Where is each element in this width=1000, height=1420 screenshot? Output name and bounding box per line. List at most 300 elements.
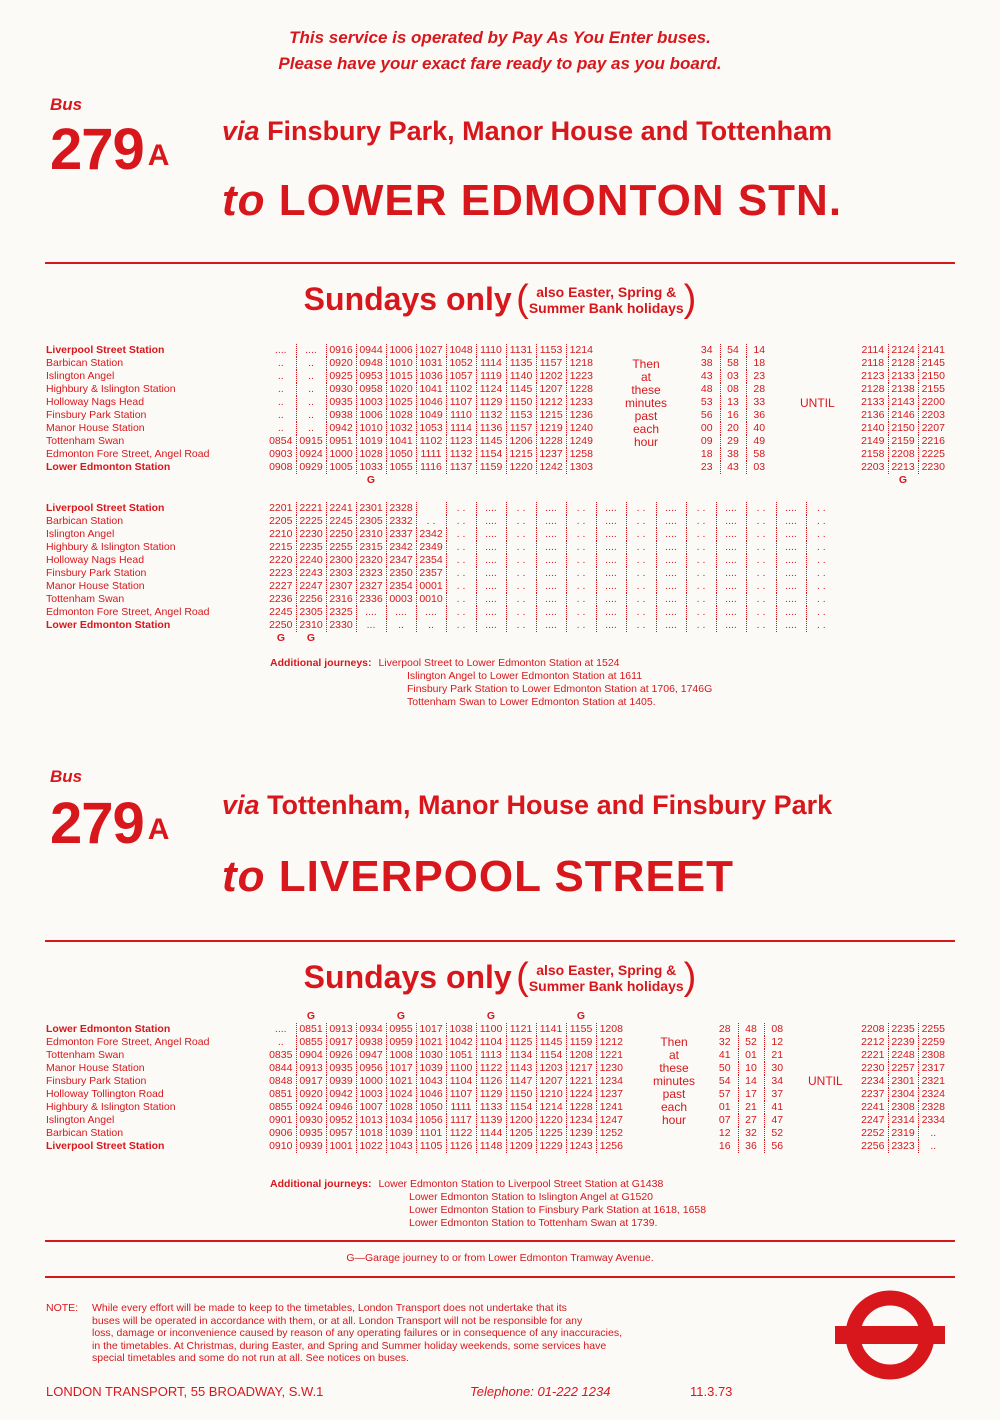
route-destination-2: to LIVERPOOL STREET [222,852,735,901]
table-row [46,554,836,567]
until-text: UNTIL [800,396,835,410]
time-cell: 1153 [536,344,566,357]
additional-journeys-1: Additional journeys: Liverpool Street to Lower Edmonton Station at 1524 Islington Angel to Lower Edmonton Station at 1611 Finsbury Park Station to Lower Edmonton Station at 1706, 1746G Tottenham Swan to Lower Edmonton Station at 1405. [270,657,713,708]
time-cell: 17 [738,1088,764,1101]
time-cell: 2145 [921,357,945,369]
time-cell: 1220 [506,461,536,474]
time-cell: 1105 [416,1140,446,1153]
time-cell: 1017 [416,1023,446,1036]
time-cell: 1217 [566,1062,596,1075]
time-cell: . . [446,593,476,606]
time-cell: . . [746,619,776,632]
time-cell: 2256 [296,593,326,606]
time-cell: .... [656,528,686,541]
time-cell: 1007 [356,1101,386,1114]
time-cell: 0925 [326,370,356,383]
time-cell: 21 [771,1049,784,1061]
table-row [694,409,772,422]
time-cell: 1207 [536,1075,566,1088]
time-cell: 2304 [888,1088,918,1101]
time-cell: .. [266,357,296,370]
station-name: Islington Angel [46,528,115,540]
time-cell: 1234 [566,1114,596,1127]
time-cell: 2316 [326,593,356,606]
time-cell: 1145 [536,1036,566,1049]
time-cell: 1150 [506,1088,536,1101]
time-cell: 1229 [536,1140,566,1153]
time-cell: .... [266,1023,296,1036]
station-name: Tottenham Swan [46,593,125,605]
table-row [712,1036,790,1049]
time-cell: 33 [753,396,766,408]
time-cell: 1139 [476,1114,506,1127]
time-cell: . . [506,593,536,606]
time-cell: . . [566,567,596,580]
time-cell: 2239 [888,1036,918,1049]
table-row [858,344,948,357]
station-name: Tottenham Swan [46,435,125,447]
time-cell: 2124 [888,344,918,357]
time-cell: 0930 [296,1114,326,1127]
time-cell: 0944 [356,344,386,357]
time-cell: 1136 [476,422,506,435]
time-cell: 2128 [858,383,888,396]
footer-date: 11.3.73 [690,1384,733,1399]
time-cell: 41 [771,1101,784,1113]
time-cell: 1225 [536,1127,566,1140]
time-cell: 58 [753,448,766,460]
time-cell: 1234 [599,1075,623,1087]
station-name: Edmonton Fore Street, Angel Road [46,1036,210,1048]
time-cell: 32 [738,1127,764,1140]
time-cell: 0938 [356,1036,386,1049]
days-heading-2: Sundays only ( also Easter, Spring & Summer Bank holidays) [303,956,697,998]
table-row [712,1088,790,1101]
time-cell: 1147 [506,1075,536,1088]
time-cell: 2354 [386,580,416,593]
divider [45,262,955,264]
time-cell: 1236 [569,409,593,421]
time-cell: .. [296,357,326,370]
table-row [694,461,772,474]
time-cell: .... [536,515,566,528]
time-cell: .... [476,528,506,541]
time-cell: 2138 [888,383,918,396]
time-cell: 0917 [296,1075,326,1088]
time-cell: 09 [694,435,720,448]
time-cell: .... [776,502,806,515]
time-cell: 1021 [386,1075,416,1088]
time-cell: . . [626,567,656,580]
time-cell: 0851 [266,1088,296,1101]
time-cell: 1133 [476,1101,506,1114]
time-cell: . . [686,606,716,619]
time-cell: 1126 [446,1140,476,1153]
time-cell: 2241 [858,1101,888,1114]
time-cell: 1157 [536,357,566,370]
table-row [858,1036,948,1049]
time-cell: 1256 [599,1140,623,1152]
time-cell: 0924 [296,1101,326,1114]
time-cell: .... [716,593,746,606]
time-cell: 2136 [858,409,888,422]
notice-line-1: This service is operated by Pay As You Enter buses. [289,28,711,47]
table-row [46,357,596,370]
station-name: Islington Angel [46,1114,115,1126]
divider-2 [45,940,955,942]
time-cell: 1134 [506,1049,536,1062]
time-cell: 52 [771,1127,784,1139]
time-cell: 1046 [416,396,446,409]
time-cell: 2213 [888,461,918,474]
table-row [46,422,596,435]
time-cell: 56 [694,409,720,422]
time-cell: 0939 [326,1075,356,1088]
time-cell: 2334 [921,1114,945,1126]
time-cell [416,502,446,515]
table-row [46,396,596,409]
time-cell: . . [566,593,596,606]
time-cell: .... [776,593,806,606]
time-cell: 1220 [536,1114,566,1127]
time-cell: 1155 [566,1023,596,1036]
time-cell: 0855 [266,1101,296,1114]
time-cell: 1132 [476,409,506,422]
time-cell: .... [596,502,626,515]
station-name: Liverpool Street Station [46,502,165,514]
table-row [694,344,772,357]
time-cell: 1111 [446,1101,476,1114]
time-cell: 1024 [386,1088,416,1101]
time-cell: 2241 [326,502,356,515]
time-cell: 0903 [266,448,296,461]
time-cell: 0942 [326,422,356,435]
time-cell: . . [446,554,476,567]
time-cell: 2305 [356,515,386,528]
time-cell: . . [816,502,826,514]
divider-4 [45,1276,955,1278]
time-cell: 1206 [506,435,536,448]
time-cell: .. [930,1127,937,1139]
time-cell: . . [446,567,476,580]
time-cell: 2255 [326,541,356,554]
time-cell: .... [386,606,416,619]
station-name: Manor House Station [46,422,145,434]
time-cell: . . [626,502,656,515]
time-cell: 01 [738,1049,764,1062]
time-cell: .... [656,502,686,515]
time-cell: 1159 [476,461,506,474]
time-cell: .... [596,606,626,619]
time-cell: 1135 [506,357,536,370]
garage-mark: G [306,1010,316,1022]
time-cell: 2203 [858,461,888,474]
time-cell: 1123 [446,435,476,448]
time-cell: 36 [738,1140,764,1153]
time-cell: 1153 [506,409,536,422]
time-cell: 1028 [356,448,386,461]
garage-note: G—Garage journey to or from Lower Edmonton Tramway Avenue. [346,1252,654,1264]
time-cell: 1230 [599,1062,623,1074]
table-row [712,1114,790,1127]
time-cell: 2337 [386,528,416,541]
table-row [858,422,948,435]
timetable-2 [46,502,836,645]
time-cell: . . [626,528,656,541]
time-cell: . . [446,580,476,593]
time-cell: .. [386,619,416,632]
time-cell: 2208 [888,448,918,461]
time-cell: .... [596,541,626,554]
time-cell: . . [446,502,476,515]
days-heading: Sundays only ( also Easter, Spring & Summer Bank holidays) [303,278,697,320]
time-cell: .... [656,606,686,619]
time-cell: 2212 [858,1036,888,1049]
time-cell: 0935 [326,1062,356,1075]
time-cell: . . [566,515,596,528]
time-cell: .... [596,528,626,541]
garage-mark: G [396,1010,406,1022]
time-cell: 18 [694,448,720,461]
time-cell: 50 [712,1062,738,1075]
time-cell: 1102 [446,383,476,396]
time-cell: .... [536,580,566,593]
time-cell: .... [716,554,746,567]
time-cell: 2259 [921,1036,945,1048]
time-cell: 0957 [326,1127,356,1140]
time-cell: 2330 [326,619,356,632]
time-cell: .... [716,567,746,580]
time-cell: 2230 [921,461,945,473]
time-cell: .. [266,383,296,396]
time-cell: 08 [771,1023,784,1035]
time-cell: 2225 [296,515,326,528]
time-cell: 2310 [296,619,326,632]
time-cell: . . [506,528,536,541]
time-cell: 0935 [326,396,356,409]
table-row [858,1127,948,1140]
time-cell: 0001 [416,580,446,593]
time-cell: .... [536,619,566,632]
time-cell: .... [656,619,686,632]
time-cell: .... [596,619,626,632]
time-cell: . . [626,606,656,619]
time-cell: 2327 [356,580,386,593]
station-name: Holloway Nags Head [46,554,145,566]
table-row [46,515,836,528]
time-cell: 57 [712,1088,738,1101]
time-cell: 2234 [858,1075,888,1088]
time-cell: 0913 [296,1062,326,1075]
time-cell: 1208 [599,1023,623,1035]
time-cell: 0926 [326,1049,356,1062]
time-cell: 0848 [266,1075,296,1088]
time-cell: . . [686,593,716,606]
time-cell: 1239 [566,1127,596,1140]
table-row [694,383,772,396]
station-name: Highbury & Islington Station [46,1101,176,1113]
table-row [46,461,596,474]
station-name: Edmonton Fore Street, Angel Road [46,606,210,618]
time-cell: 1003 [356,396,386,409]
time-cell: 08 [720,383,746,396]
time-cell: 47 [771,1114,784,1126]
time-cell: .... [776,580,806,593]
time-cell: 0916 [326,344,356,357]
time-cell: 2247 [858,1114,888,1127]
time-cell: .... [476,619,506,632]
time-cell: 1143 [506,1062,536,1075]
time-cell: . . [746,528,776,541]
time-cell: 16 [720,409,746,422]
time-cell: 0854 [266,435,296,448]
time-cell: 2205 [266,515,296,528]
bus-label-2: Bus [50,767,83,786]
time-cell: .... [776,606,806,619]
time-cell: 29 [720,435,746,448]
time-cell: 0952 [326,1114,356,1127]
time-cell: 1015 [386,370,416,383]
time-cell: 0920 [326,357,356,370]
time-cell: 43 [694,370,720,383]
time-cell: 2146 [888,409,918,422]
time-cell: 1003 [356,1088,386,1101]
time-cell: . . [566,554,596,567]
time-cell: 16 [712,1140,738,1153]
time-cell: . . [686,567,716,580]
time-cell: 07 [712,1114,738,1127]
time-cell: 2301 [356,502,386,515]
time-cell: 1148 [476,1140,506,1153]
time-cell: 2221 [858,1049,888,1062]
time-cell: 01 [712,1101,738,1114]
time-cell: .... [266,344,296,357]
table-row [858,1075,948,1088]
time-cell: 1145 [476,435,506,448]
time-cell: . . [816,554,826,566]
time-cell: . . [816,619,826,631]
time-cell: .... [716,580,746,593]
table-row [46,409,596,422]
time-cell: 1129 [476,1088,506,1101]
time-cell: 2310 [356,528,386,541]
time-cell: 54 [712,1075,738,1088]
time-cell: 0913 [326,1023,356,1036]
time-cell: 0942 [326,1088,356,1101]
time-cell: 1252 [599,1127,623,1139]
time-cell: 1107 [446,396,476,409]
time-cell: 1053 [416,422,446,435]
time-cell: 1157 [506,422,536,435]
time-cell: 1221 [566,1075,596,1088]
time-cell: 0844 [266,1062,296,1075]
time-cell: 1102 [416,435,446,448]
time-cell: 14 [738,1075,764,1088]
station-name: Liverpool Street Station [46,1140,165,1152]
time-cell: 2332 [386,515,416,528]
time-cell: 1228 [569,383,593,395]
route-number: 279 $^A$ [50,117,169,182]
time-cell: 1249 [569,435,593,447]
time-cell: 53 [694,396,720,409]
time-cell: 2210 [266,528,296,541]
station-name: Manor House Station [46,1062,145,1074]
time-cell: 1030 [416,1049,446,1062]
time-cell: 1005 [326,461,356,474]
time-cell: 2243 [296,567,326,580]
time-cell: 30 [771,1062,784,1074]
time-cell: 1041 [386,435,416,448]
time-cell: 0915 [296,435,326,448]
time-cell: . . [816,593,826,605]
table-row [46,580,836,593]
time-cell: 1001 [326,1140,356,1153]
time-cell: 2159 [888,435,918,448]
time-cell: 1240 [569,422,593,434]
time-cell: . . [446,515,476,528]
time-cell: 1159 [566,1036,596,1049]
time-cell: 1243 [566,1140,596,1153]
time-cell: 1214 [536,1101,566,1114]
route-via-2: via Tottenham, Manor House and Finsbury Park [222,790,833,820]
timetable-3-minutes [712,1023,790,1153]
time-cell: .... [776,541,806,554]
time-cell: 0946 [326,1101,356,1114]
time-cell: 1110 [476,344,506,357]
time-cell: . . [446,528,476,541]
london-transport-roundel-icon [832,1288,948,1382]
time-cell: 1154 [476,448,506,461]
garage-mark: G [276,632,286,644]
table-row [712,1062,790,1075]
time-cell: 1200 [506,1114,536,1127]
time-cell: 2250 [266,619,296,632]
time-cell: 20 [720,422,746,435]
time-cell: 2158 [858,448,888,461]
time-cell: . . [506,567,536,580]
time-cell: . . [566,619,596,632]
table-row [46,593,836,606]
time-cell: .... [476,502,506,515]
time-cell: 2303 [326,567,356,580]
station-name: Edmonton Fore Street, Angel Road [46,448,210,460]
time-cell: 2342 [416,528,446,541]
time-cell: 2323 [356,567,386,580]
time-cell: 2252 [858,1127,888,1140]
time-cell: 1055 [386,461,416,474]
time-cell: 12 [712,1127,738,1140]
time-cell: .... [356,606,386,619]
time-cell: 1033 [356,461,386,474]
time-cell: 37 [771,1088,784,1100]
time-cell: .. [266,396,296,409]
station-name: Tottenham Swan [46,1049,125,1061]
time-cell: 1218 [569,357,593,369]
time-cell: 2324 [921,1088,945,1100]
table-row [46,528,836,541]
note-text: While every effort will be made to keep to the timetables, London Transport does not undertake that its buses will be operated in accordance with them, or at all. London Transport will not be responsible for any loss, damage or inconvenience caused by reason of any operating failures or in consequence of any inaccuracies, in the timetables. At Christmas, during Easter, and Spring and Summer holiday weekends, some services have special timetables and some do not run at all. See notices on buses. [92,1302,622,1364]
time-cell: 0908 [266,461,296,474]
time-cell: 1122 [446,1127,476,1140]
time-cell: .. [266,409,296,422]
time-cell: . . [506,554,536,567]
time-cell: 2201 [266,502,296,515]
time-cell: 2336 [356,593,386,606]
time-cell: 1154 [536,1049,566,1062]
time-cell: 56 [771,1140,784,1152]
time-cell: .... [296,344,326,357]
time-cell: 0930 [326,383,356,396]
